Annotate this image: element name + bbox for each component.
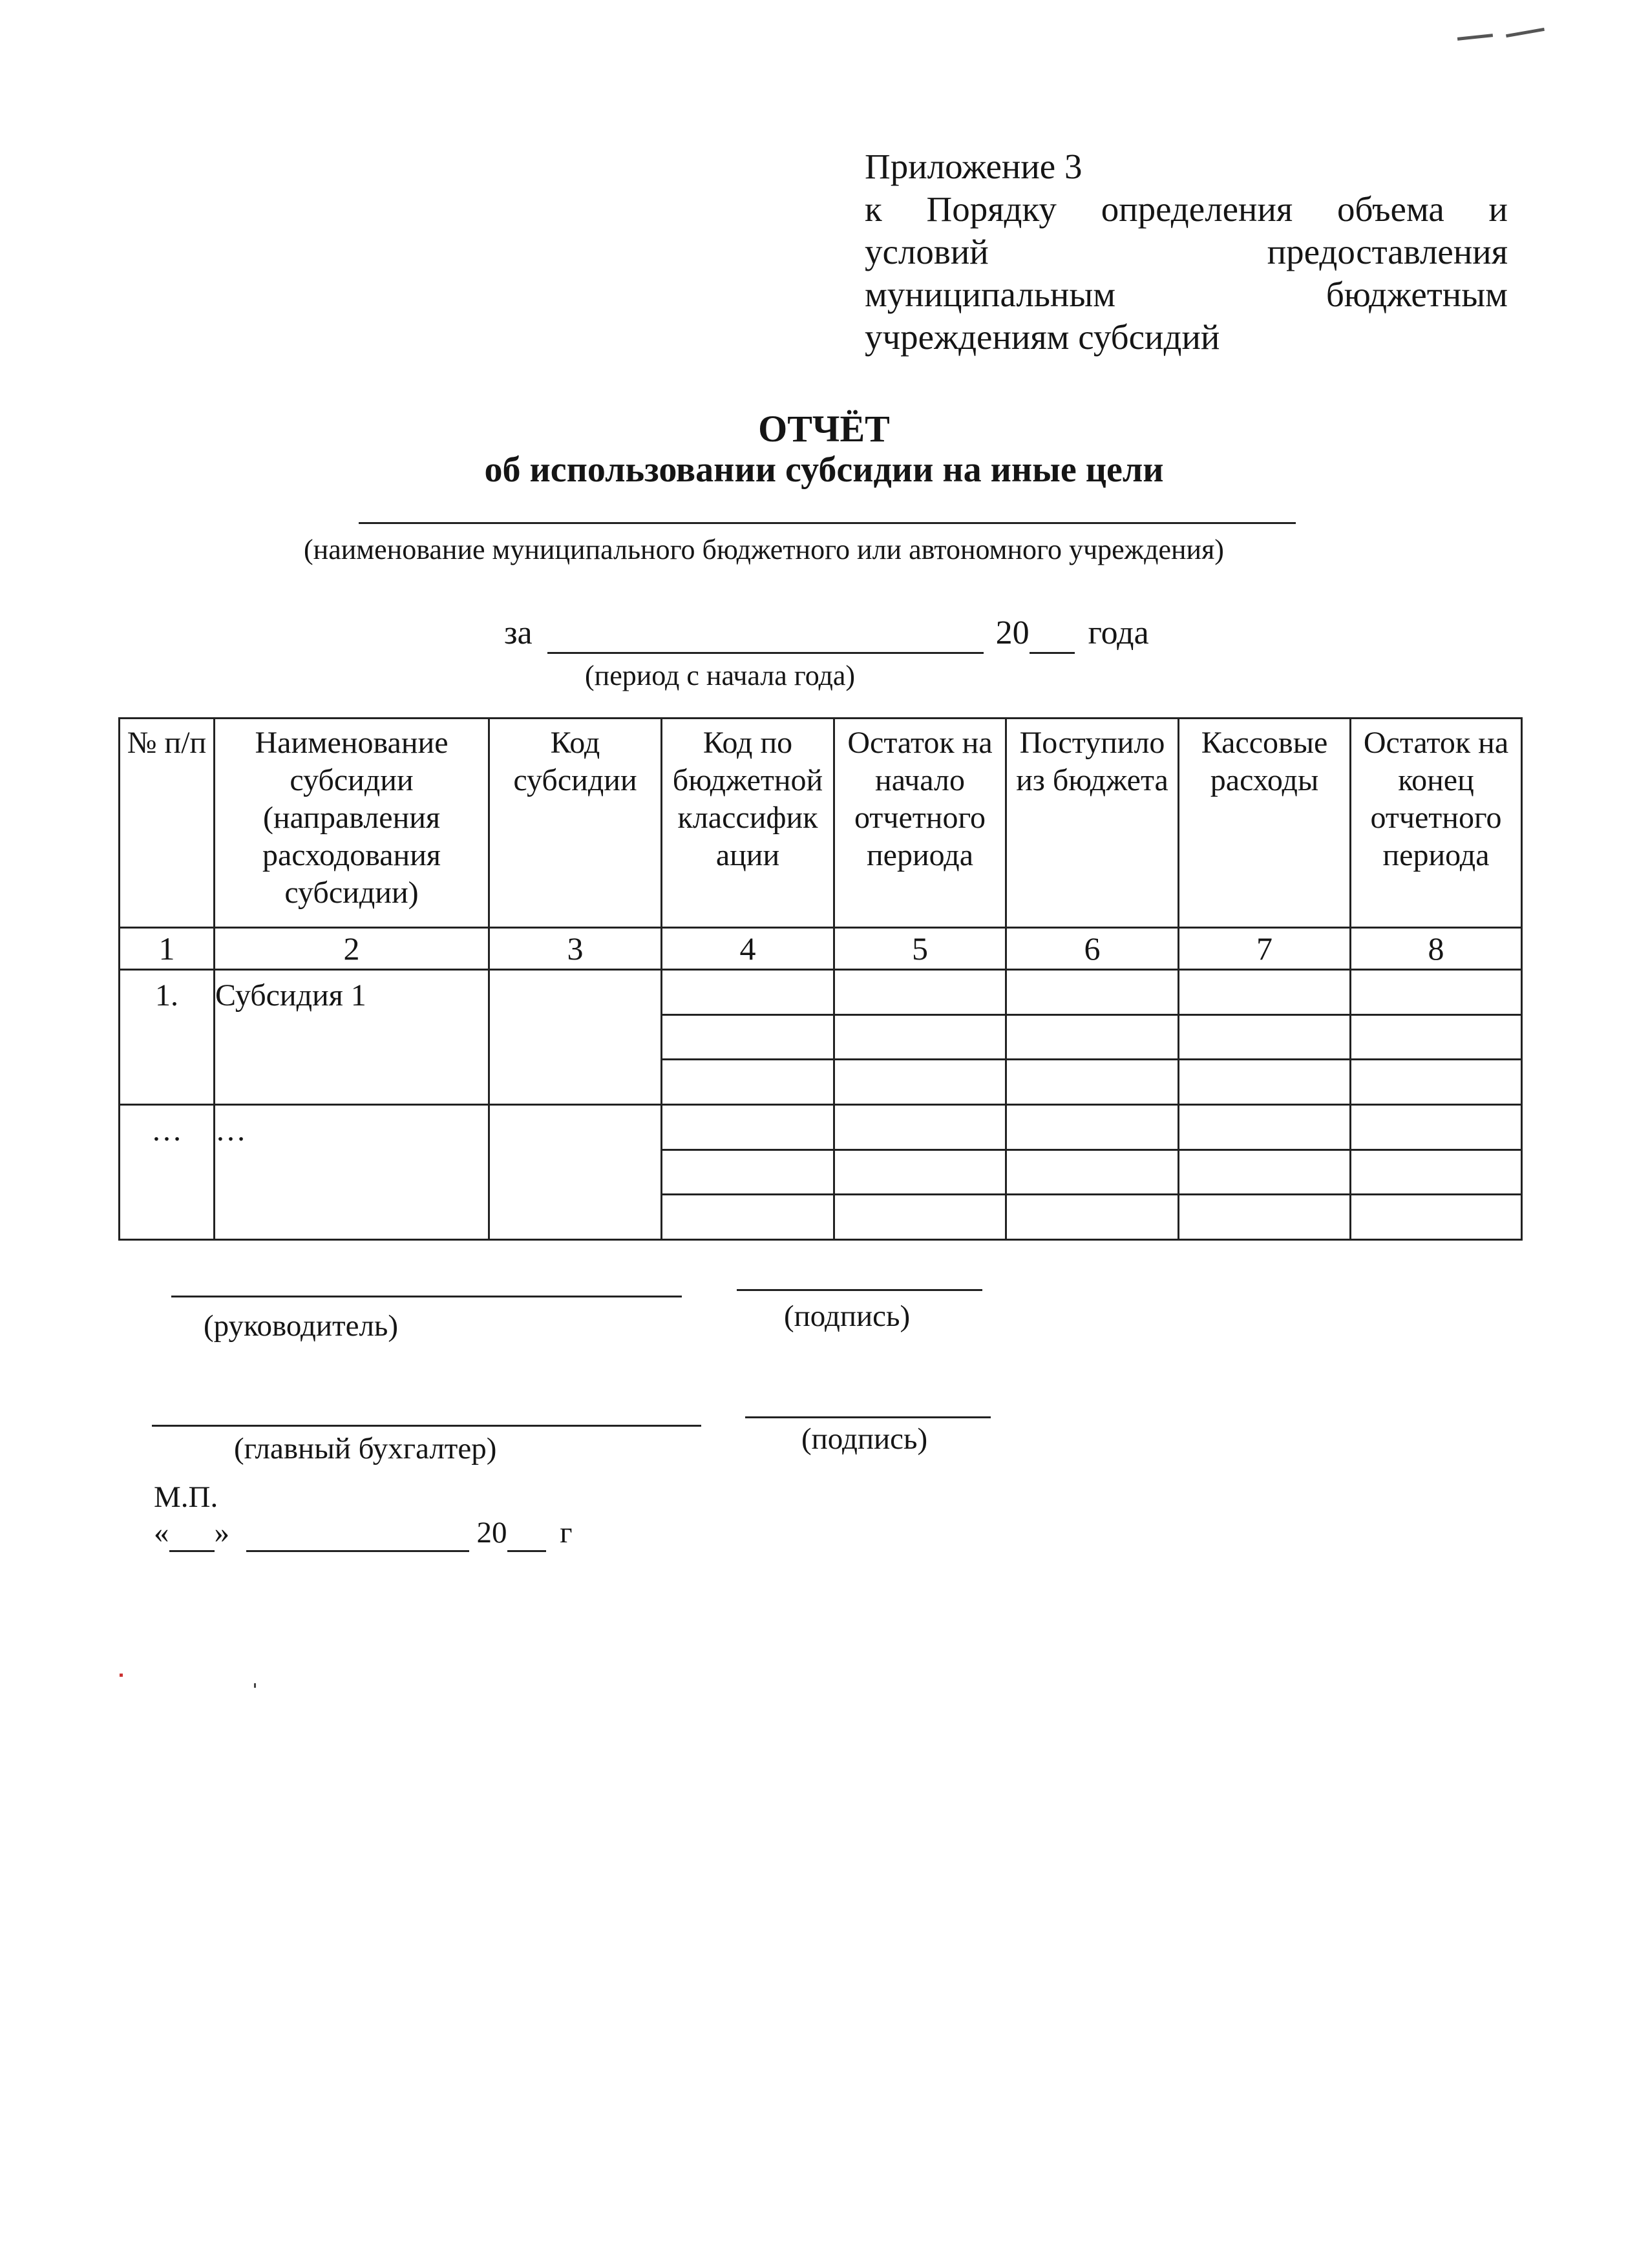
scan-mark — [1506, 28, 1545, 37]
appendix-word: условий — [865, 232, 989, 271]
appendix-line-2 — [865, 188, 1508, 231]
header-received: Поступило из бюджета — [1006, 719, 1179, 928]
period-prefix: за — [504, 614, 533, 651]
scan-mark — [1457, 34, 1493, 41]
table-cell[interactable] — [1006, 1014, 1179, 1060]
date-year-field[interactable] — [507, 1515, 546, 1552]
table-cell[interactable] — [1351, 1060, 1522, 1105]
date-year-prefix: 20 — [476, 1516, 507, 1549]
head-name-field[interactable] — [171, 1296, 682, 1297]
table-cell[interactable] — [1006, 1150, 1179, 1195]
row-subsidy-code[interactable] — [489, 1104, 662, 1239]
table-cell[interactable] — [1179, 1150, 1351, 1195]
header-opening-balance: Остаток на начало отчетного периода — [834, 719, 1006, 928]
row-subsidy-code[interactable] — [489, 969, 662, 1104]
appendix-line-4 — [865, 273, 1508, 316]
table-cell[interactable] — [1179, 1060, 1351, 1105]
row-number: … — [120, 1104, 215, 1239]
appendix-word: и — [1488, 189, 1508, 229]
appendix-word: к — [865, 189, 882, 229]
table-cell[interactable] — [1351, 1195, 1522, 1240]
report-title: ОТЧЁТ — [758, 408, 890, 450]
table-cell[interactable] — [662, 969, 834, 1014]
institution-name-field[interactable] — [359, 522, 1296, 524]
table-cell[interactable] — [1351, 1014, 1522, 1060]
column-number: 1 — [120, 928, 215, 970]
table-cell[interactable] — [834, 1150, 1006, 1195]
appendix-word: Порядку — [926, 189, 1057, 229]
date-close-quote: » — [214, 1516, 229, 1549]
appendix-block — [865, 145, 1508, 359]
head-caption: (руководитель) — [204, 1309, 399, 1343]
table-header-row — [120, 719, 1522, 928]
accountant-name-field[interactable] — [152, 1425, 701, 1427]
accountant-caption: (главный бухгалтер) — [234, 1432, 497, 1465]
period-field[interactable] — [547, 614, 984, 654]
table-cell[interactable] — [834, 1195, 1006, 1240]
table-cell[interactable] — [1179, 1014, 1351, 1060]
signature-caption: (подпись) — [784, 1299, 911, 1333]
appendix-word: муниципальным — [865, 275, 1116, 314]
scan-dot — [120, 1674, 123, 1677]
head-signature-field[interactable] — [737, 1289, 982, 1291]
table-cell[interactable] — [1179, 1104, 1351, 1150]
period-year-prefix: 20 — [995, 614, 1030, 651]
period-year-suffix: года — [1088, 614, 1149, 651]
appendix-word: определения — [1101, 189, 1293, 229]
table-cell[interactable] — [662, 1104, 834, 1150]
header-expenses: Кассовые расходы — [1179, 719, 1351, 928]
table-cell[interactable] — [1179, 1195, 1351, 1240]
column-number: 8 — [1351, 928, 1522, 970]
table-cell[interactable] — [834, 1104, 1006, 1150]
appendix-line-3 — [865, 231, 1508, 273]
table-cell[interactable] — [1006, 1104, 1179, 1150]
table-cell[interactable] — [1006, 1060, 1179, 1105]
header-subsidy-code: Код субсидии — [489, 719, 662, 928]
appendix-word: бюджетным — [1326, 275, 1508, 314]
table-cell[interactable] — [662, 1150, 834, 1195]
column-number: 6 — [1006, 928, 1179, 970]
column-number-row — [120, 928, 1522, 970]
period-year-field[interactable] — [1030, 614, 1075, 654]
appendix-title: Приложение 3 — [865, 147, 1083, 186]
column-number: 5 — [834, 928, 1006, 970]
appendix-word: объема — [1336, 189, 1444, 229]
table-cell[interactable] — [834, 1060, 1006, 1105]
header-closing-balance: Остаток на конец отчетного периода — [1351, 719, 1522, 928]
table-cell[interactable] — [1351, 1104, 1522, 1150]
header-subsidy-name: Наименование субсидии (направления расходования субсидии) — [215, 719, 489, 928]
date-suffix: г — [560, 1516, 573, 1549]
column-number: 2 — [215, 928, 489, 970]
table-cell[interactable] — [1351, 1150, 1522, 1195]
accountant-signature-field[interactable] — [745, 1416, 991, 1418]
row-subsidy-name: … — [215, 1104, 489, 1239]
scan-dot — [254, 1683, 256, 1688]
table-cell[interactable] — [1006, 969, 1179, 1014]
stamp-label: М.П. — [154, 1480, 218, 1514]
table-cell[interactable] — [1006, 1195, 1179, 1240]
table-cell[interactable] — [662, 1014, 834, 1060]
appendix-word: предоставления — [1267, 232, 1508, 271]
appendix-line-5: учреждениям субсидий — [865, 317, 1220, 357]
date-line — [154, 1515, 573, 1552]
table-cell[interactable] — [834, 969, 1006, 1014]
table-row — [120, 969, 1522, 1014]
table-cell[interactable] — [1351, 969, 1522, 1014]
report-subtitle: об использовании субсидии на иные цели — [484, 450, 1164, 490]
header-num: № п/п — [120, 719, 215, 928]
row-subsidy-name: Субсидия 1 — [215, 969, 489, 1104]
date-open-quote: « — [154, 1516, 169, 1549]
header-budget-code: Код по бюджетной классифик ации — [662, 719, 834, 928]
row-number: 1. — [120, 969, 215, 1104]
table-cell[interactable] — [662, 1060, 834, 1105]
date-month-field[interactable] — [246, 1515, 469, 1552]
institution-caption: (наименование муниципального бюджетного или автономного учреждения) — [304, 534, 1224, 565]
column-number: 7 — [1179, 928, 1351, 970]
table-cell[interactable] — [1179, 969, 1351, 1014]
date-day-field[interactable] — [169, 1515, 215, 1552]
signature-caption: (подпись) — [801, 1422, 928, 1456]
table-cell[interactable] — [662, 1195, 834, 1240]
period-line — [504, 614, 1149, 654]
table-cell[interactable] — [834, 1014, 1006, 1060]
table-row — [120, 1104, 1522, 1150]
subsidy-report-table — [118, 717, 1521, 1241]
column-number: 4 — [662, 928, 834, 970]
column-number: 3 — [489, 928, 662, 970]
period-caption: (период с начала года) — [585, 660, 856, 691]
